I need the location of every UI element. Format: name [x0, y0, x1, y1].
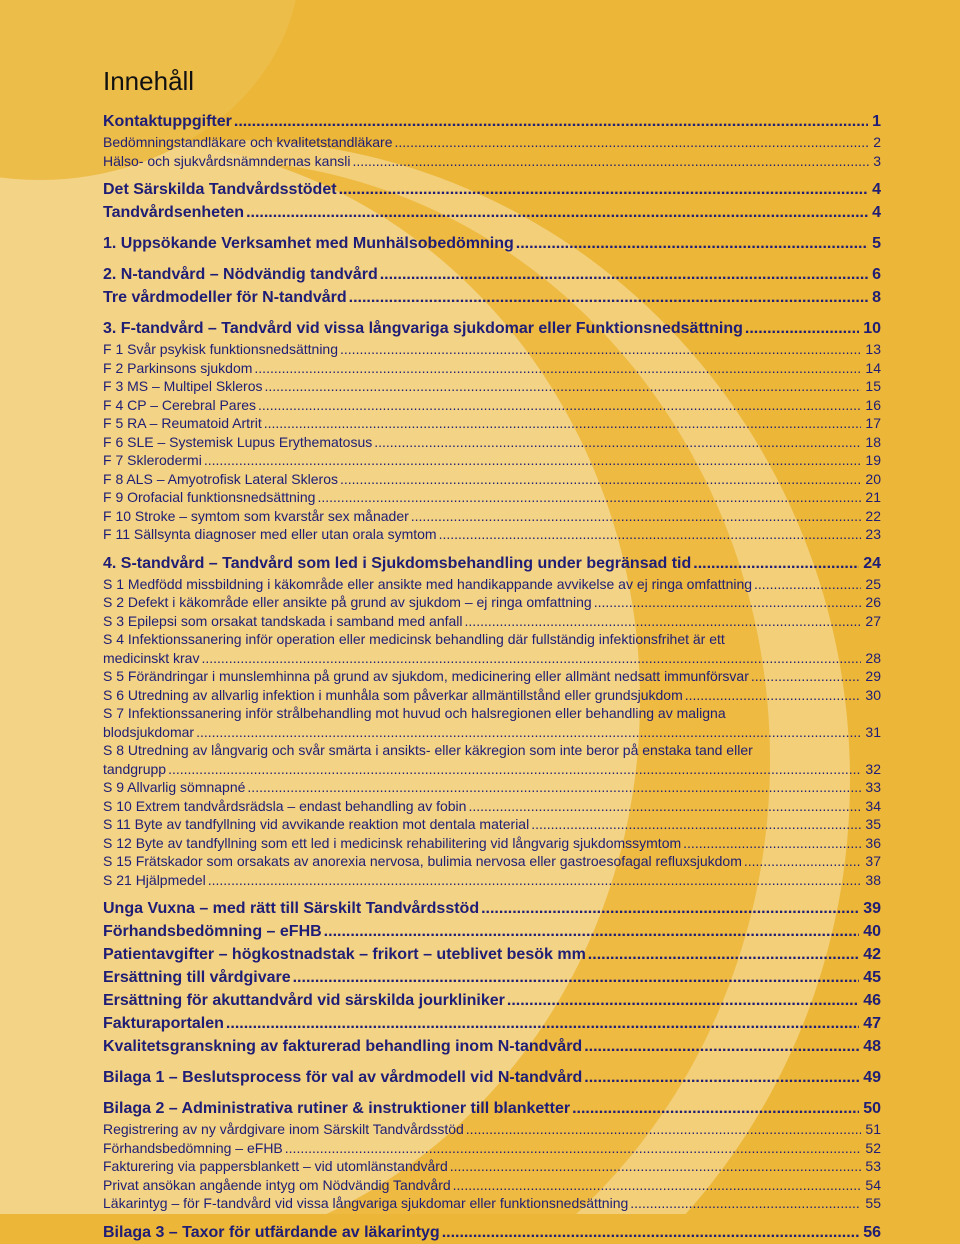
toc-entry-title: F 2 Parkinsons sjukdom	[103, 359, 253, 376]
toc-page-number: 19	[865, 452, 881, 468]
toc-entry[interactable]	[103, 552, 881, 575]
toc-entry-title: Ersättning för akuttandvård vid särskilda jourkliniker	[103, 992, 505, 1009]
leader-dots	[439, 525, 862, 544]
toc-entry[interactable]	[103, 943, 881, 966]
toc-entry[interactable]	[103, 966, 881, 989]
leader-dots	[204, 451, 862, 470]
group-spacer	[103, 309, 881, 317]
toc-entry[interactable]	[103, 451, 881, 470]
toc-page-number: 24	[863, 554, 881, 572]
toc-entry-title: F 1 Svår psykisk funktionsnedsättning	[103, 341, 339, 357]
leader-dots	[265, 377, 862, 396]
toc-entry-title: F 6 SLE – Systemisk Lupus Erythematosus	[103, 433, 373, 450]
leader-dots	[340, 340, 861, 359]
toc-entry[interactable]	[103, 232, 881, 255]
toc-page-number: 33	[865, 779, 881, 795]
toc-page-number: 37	[865, 853, 881, 869]
toc-entry[interactable]	[103, 525, 881, 544]
toc-entry-title: Bilaga 3 – Taxor för utfärdande av läkarintyg	[103, 1223, 440, 1241]
toc-entry-title: F 4 CP – Cerebral Pares	[103, 396, 257, 413]
toc-entry[interactable]	[103, 897, 881, 920]
toc-entry-title: Fakturaportalen	[103, 1015, 224, 1032]
toc-entry-title: Fakturering via pappersblankett – vid utomlänstandvård	[103, 1158, 448, 1174]
toc-page-number: 1	[872, 113, 881, 130]
group-spacer	[103, 1058, 881, 1066]
leader-dots	[453, 1176, 862, 1195]
group-spacer	[103, 889, 881, 897]
toc-entry-title: Kvalitetsgranskning av fakturerad behandling inom N-tandvård	[103, 1038, 583, 1055]
toc-entry-title: F 8 ALS – Amyotrofisk Lateral Skleros	[103, 470, 338, 487]
leader-dots	[293, 966, 860, 989]
toc-entry-title-line2: blodsjukdomar	[103, 723, 195, 740]
leader-dots	[352, 152, 869, 171]
toc-entry[interactable]	[103, 286, 881, 309]
leader-dots	[693, 552, 859, 575]
toc-entry[interactable]	[103, 871, 881, 890]
toc-group	[103, 1097, 881, 1213]
leader-dots	[588, 943, 859, 966]
toc-entry[interactable]	[103, 317, 881, 340]
toc-page-number: 5	[872, 235, 881, 252]
toc-entry[interactable]	[103, 507, 881, 526]
toc-entry[interactable]	[103, 133, 881, 152]
toc-page-number: 4	[872, 204, 881, 221]
toc-page-number: 40	[863, 923, 881, 940]
leader-dots	[246, 201, 868, 224]
leader-dots	[745, 317, 859, 340]
toc-group	[103, 317, 881, 544]
toc-page-number: 34	[865, 797, 881, 814]
leader-dots	[317, 488, 861, 507]
toc-group	[103, 232, 881, 255]
toc-entry[interactable]	[103, 263, 881, 286]
toc-page-number: 21	[865, 489, 881, 505]
group-spacer	[103, 170, 881, 178]
toc-page-number: 30	[865, 686, 881, 703]
toc-entry-title: Det Särskilda Tandvårdsstödet	[103, 181, 337, 198]
toc-entry-title: S 10 Extrem tandvårdsrädsla – endast behandling av fobin	[103, 797, 467, 814]
toc-entry[interactable]	[103, 1066, 881, 1089]
toc-page-number: 56	[863, 1223, 881, 1241]
leader-dots	[324, 920, 860, 943]
leader-dots	[374, 433, 861, 452]
toc-entry-title: F 5 RA – Reumatoid Artrit	[103, 415, 262, 431]
toc-entry-title: F 11 Sällsynta diagnoser med eller utan orala symtom	[103, 526, 437, 542]
toc-entry[interactable]	[103, 989, 881, 1012]
leader-dots	[481, 897, 859, 920]
toc-page-number: 2	[873, 134, 881, 150]
toc-entry-title: F 3 MS – Multipel Skleros	[103, 378, 263, 394]
toc-group	[103, 263, 881, 309]
toc-entry[interactable]	[103, 741, 881, 778]
toc-entry[interactable]	[103, 110, 881, 133]
toc-entry-title: Unga Vuxna – med rätt till Särskilt Tandvårdsstöd	[103, 900, 480, 917]
toc-page-number: 53	[865, 1158, 881, 1174]
toc-entry-title: Ersättning till vårdgivare	[103, 969, 291, 986]
toc-entry-title: S 7 Infektionssanering inför strålbehandling mot huvud och halsregionen eller behandling av maligna	[103, 705, 726, 721]
toc-entry[interactable]	[103, 396, 881, 415]
toc-entry-title-continued	[103, 760, 881, 779]
toc-entry-title-line2: medicinskt krav	[103, 649, 200, 666]
toc-page-number: 47	[863, 1015, 881, 1032]
toc-entry-title: Bilaga 2 – Administrativa rutiner & instruktioner till blanketter	[103, 1100, 571, 1117]
toc-entry-title: F 7 Sklerodermi	[103, 452, 202, 468]
leader-dots	[442, 1221, 860, 1244]
leader-dots	[380, 263, 868, 286]
toc-entry-title: S 2 Defekt i käkområde eller ansikte på grund av sjukdom – ej ringa omfattning	[103, 594, 592, 610]
toc-entry-title: Bilaga 1 – Beslutsprocess för val av vårdmodell vid N-tandvård	[103, 1069, 583, 1086]
leader-dots	[411, 507, 862, 526]
toc-entry-title: 4. S-tandvård – Tandvård som led i Sjukdomsbehandling under begränsad tid	[103, 554, 692, 572]
toc-page-number: 31	[865, 723, 881, 740]
toc-group	[103, 1066, 881, 1089]
toc-entry-title: F 10 Stroke – symtom som kvarstår sex månader	[103, 507, 409, 524]
leader-dots	[572, 1097, 859, 1120]
leader-dots	[285, 1139, 862, 1158]
toc-page-number: 54	[865, 1176, 881, 1193]
toc-entry[interactable]	[103, 178, 881, 201]
toc-entry-title: 2. N-tandvård – Nödvändig tandvård	[103, 266, 378, 283]
toc-entry-title: Privat ansökan angående intyg om Nödvändig Tandvård	[103, 1176, 451, 1193]
toc-entry[interactable]	[103, 340, 881, 359]
leader-dots	[751, 667, 862, 686]
group-spacer	[103, 255, 881, 263]
toc-entry-title: Tandvårdsenheten	[103, 204, 245, 221]
toc-page-number: 52	[865, 1139, 881, 1156]
toc-entry[interactable]	[103, 612, 881, 631]
group-spacer	[103, 1089, 881, 1097]
toc-entry[interactable]	[103, 667, 881, 686]
toc-entry[interactable]	[103, 834, 881, 853]
toc-page-number: 4	[872, 181, 881, 198]
toc-entry[interactable]	[103, 704, 881, 741]
toc-page-number: 38	[865, 871, 881, 888]
toc-entry[interactable]	[103, 852, 881, 871]
leader-dots	[468, 797, 861, 816]
toc-entry-title: S 1 Medfödd missbildning i käkområde eller ansikte med handikappande avvikelse av ej ringa omfattning	[103, 575, 753, 592]
leader-dots	[466, 1120, 862, 1139]
toc-entry-title: S 21 Hjälpmedel	[103, 871, 206, 888]
toc-entry[interactable]	[103, 414, 881, 433]
page-title: Innehåll	[103, 66, 195, 96]
toc-entry[interactable]	[103, 1221, 881, 1244]
toc-entry[interactable]	[103, 1139, 881, 1158]
toc-entry[interactable]	[103, 201, 881, 224]
toc-entry-title: Läkarintyg – för F-tandvård vid vissa långvariga sjukdomar eller funktionsnedsättning	[103, 1195, 629, 1211]
toc-entry[interactable]	[103, 630, 881, 667]
toc-page-number: 17	[865, 415, 881, 431]
leader-dots	[683, 834, 861, 853]
leader-dots	[754, 575, 861, 594]
toc-page-number: 20	[865, 470, 881, 487]
toc-entry-title-continued	[103, 723, 881, 742]
toc-entry[interactable]	[103, 1035, 881, 1058]
toc-page-number: 22	[865, 507, 881, 524]
toc-entry[interactable]	[103, 377, 881, 396]
toc-entry[interactable]	[103, 815, 881, 834]
toc-page-number: 45	[863, 969, 881, 986]
leader-dots	[531, 815, 861, 834]
toc-group	[103, 110, 881, 170]
toc-entry-title: Kontaktuppgifter	[103, 113, 232, 130]
toc-page-number: 18	[865, 433, 881, 450]
toc-entry-title: Bedömningstandläkare och kvalitetstandläkare	[103, 134, 393, 150]
leader-dots	[450, 1157, 862, 1176]
toc-group	[103, 1221, 881, 1244]
leader-dots	[465, 612, 862, 631]
toc-entry[interactable]	[103, 797, 881, 816]
toc-page-number: 49	[863, 1069, 881, 1086]
toc-entry[interactable]	[103, 593, 881, 612]
toc-page-number: 50	[863, 1100, 881, 1117]
leader-dots	[584, 1035, 859, 1058]
toc-page-number: 28	[865, 649, 881, 666]
toc-entry[interactable]	[103, 488, 881, 507]
toc-entry[interactable]	[103, 152, 881, 171]
leader-dots	[264, 414, 862, 433]
leader-dots	[516, 232, 868, 255]
toc-page-number: 27	[865, 612, 881, 629]
leader-dots	[744, 852, 862, 871]
toc-entry-title: S 3 Epilepsi som orsakat tandskada i samband med anfall	[103, 612, 463, 629]
leader-dots	[168, 760, 861, 779]
toc-entry[interactable]	[103, 1176, 881, 1195]
toc-entry-title: Patientavgifter – högkostnadstak – frikort – uteblivet besök mm	[103, 946, 586, 963]
group-spacer	[103, 224, 881, 232]
toc-page-number: 42	[863, 946, 881, 963]
toc-page-number: 35	[865, 816, 881, 832]
toc-entry-title: S 6 Utredning av allvarlig infektion i munhåla som påverkar allmäntillstånd eller grundsjukdom	[103, 686, 683, 703]
toc-entry-title: 3. F-tandvård – Tandvård vid vissa långvariga sjukdomar eller Funktionsnedsättning	[103, 320, 743, 337]
toc-entry[interactable]	[103, 686, 881, 705]
toc-page-number: 46	[863, 992, 881, 1009]
toc-page-number: 16	[865, 396, 881, 413]
toc-entry[interactable]	[103, 1097, 881, 1120]
toc-groups	[103, 110, 881, 1244]
toc-entry[interactable]	[103, 1012, 881, 1035]
leader-dots	[226, 1012, 859, 1035]
toc-page-number: 32	[865, 760, 881, 777]
toc-entry[interactable]	[103, 1194, 881, 1213]
toc-group	[103, 897, 881, 1058]
toc-entry-title: S 9 Allvarlig sömnapné	[103, 779, 246, 795]
toc-entry-title-continued	[103, 649, 881, 668]
leader-dots	[349, 286, 868, 309]
toc-entry-title: Tre vårdmodeller för N-tandvård	[103, 289, 347, 306]
toc-page-number: 8	[872, 289, 881, 306]
leader-dots	[196, 723, 861, 742]
toc-page-number: 23	[865, 526, 881, 542]
leader-dots	[584, 1066, 859, 1089]
toc-entry[interactable]	[103, 433, 881, 452]
toc-entry-title: 1. Uppsökande Verksamhet med Munhälsobedömning	[103, 235, 514, 252]
toc-page-number: 10	[863, 320, 881, 337]
toc-entry[interactable]	[103, 470, 881, 489]
toc-entry[interactable]	[103, 920, 881, 943]
leader-dots	[685, 686, 862, 705]
leader-dots	[594, 593, 862, 612]
toc-entry-title: Registrering av ny vårdgivare inom Särskilt Tandvårdsstöd	[103, 1121, 464, 1137]
toc-entry[interactable]	[103, 359, 881, 378]
leader-dots	[208, 871, 862, 890]
leader-dots	[507, 989, 859, 1012]
toc-entry[interactable]	[103, 575, 881, 594]
toc-entry-title: Förhandsbedömning – eFHB	[103, 1139, 283, 1156]
table-of-contents	[103, 66, 881, 1244]
toc-page-number: 48	[863, 1038, 881, 1055]
toc-page-number: 13	[865, 341, 881, 357]
toc-entry-title-line2: tandgrupp	[103, 760, 167, 777]
toc-entry-title: S 5 Förändringar i munslemhinna på grund av sjukdom, medicinering eller allmänt nedsatt immunförsvar	[103, 668, 749, 684]
leader-dots	[630, 1194, 861, 1213]
leader-dots	[234, 110, 868, 133]
leader-dots	[201, 649, 861, 668]
toc-entry-title: S 15 Frätskador som orsakats av anorexia nervosa, bulimia nervosa eller gastroesofagal refluxsjukdom	[103, 853, 742, 869]
toc-entry-title: Förhandsbedömning – eFHB	[103, 923, 322, 940]
toc-page-number: 15	[865, 378, 881, 394]
toc-entry[interactable]	[103, 778, 881, 797]
leader-dots	[395, 133, 870, 152]
toc-entry[interactable]	[103, 1120, 881, 1139]
leader-dots	[340, 470, 861, 489]
toc-group	[103, 178, 881, 224]
leader-dots	[339, 178, 869, 201]
toc-entry-title: Hälso- och sjukvårdsnämndernas kansli	[103, 152, 351, 169]
toc-page-number: 36	[865, 834, 881, 851]
toc-entry-title: S 12 Byte av tandfyllning som ett led i medicinsk rehabilitering vid långvarig sjukdomssymtom	[103, 834, 682, 851]
toc-page-number: 6	[872, 266, 881, 283]
toc-group	[103, 552, 881, 890]
toc-page-number: 55	[865, 1195, 881, 1211]
toc-page-number: 29	[865, 668, 881, 684]
toc-entry-title: S 8 Utredning av långvarig och svår smärta i ansikts- eller käkregion som inte beror på enstaka tand eller	[103, 742, 753, 758]
toc-entry[interactable]	[103, 1157, 881, 1176]
leader-dots	[258, 396, 861, 415]
toc-page-number: 26	[865, 594, 881, 610]
leader-dots	[247, 778, 861, 797]
group-spacer	[103, 544, 881, 552]
toc-page-number: 25	[865, 575, 881, 592]
toc-entry-title: S 4 Infektionssanering inför operation eller medicinsk behandling där fullständig infektionsfrihet är ett	[103, 631, 725, 647]
toc-page-number: 39	[863, 900, 881, 917]
leader-dots	[254, 359, 861, 378]
toc-page-number: 51	[865, 1121, 881, 1137]
toc-entry-title: S 11 Byte av tandfyllning vid avvikande reaktion mot dentala material	[103, 816, 530, 832]
toc-page-number: 14	[865, 359, 881, 376]
toc-entry-title: F 9 Orofacial funktionsnedsättning	[103, 489, 316, 505]
toc-page-number: 3	[873, 152, 881, 169]
